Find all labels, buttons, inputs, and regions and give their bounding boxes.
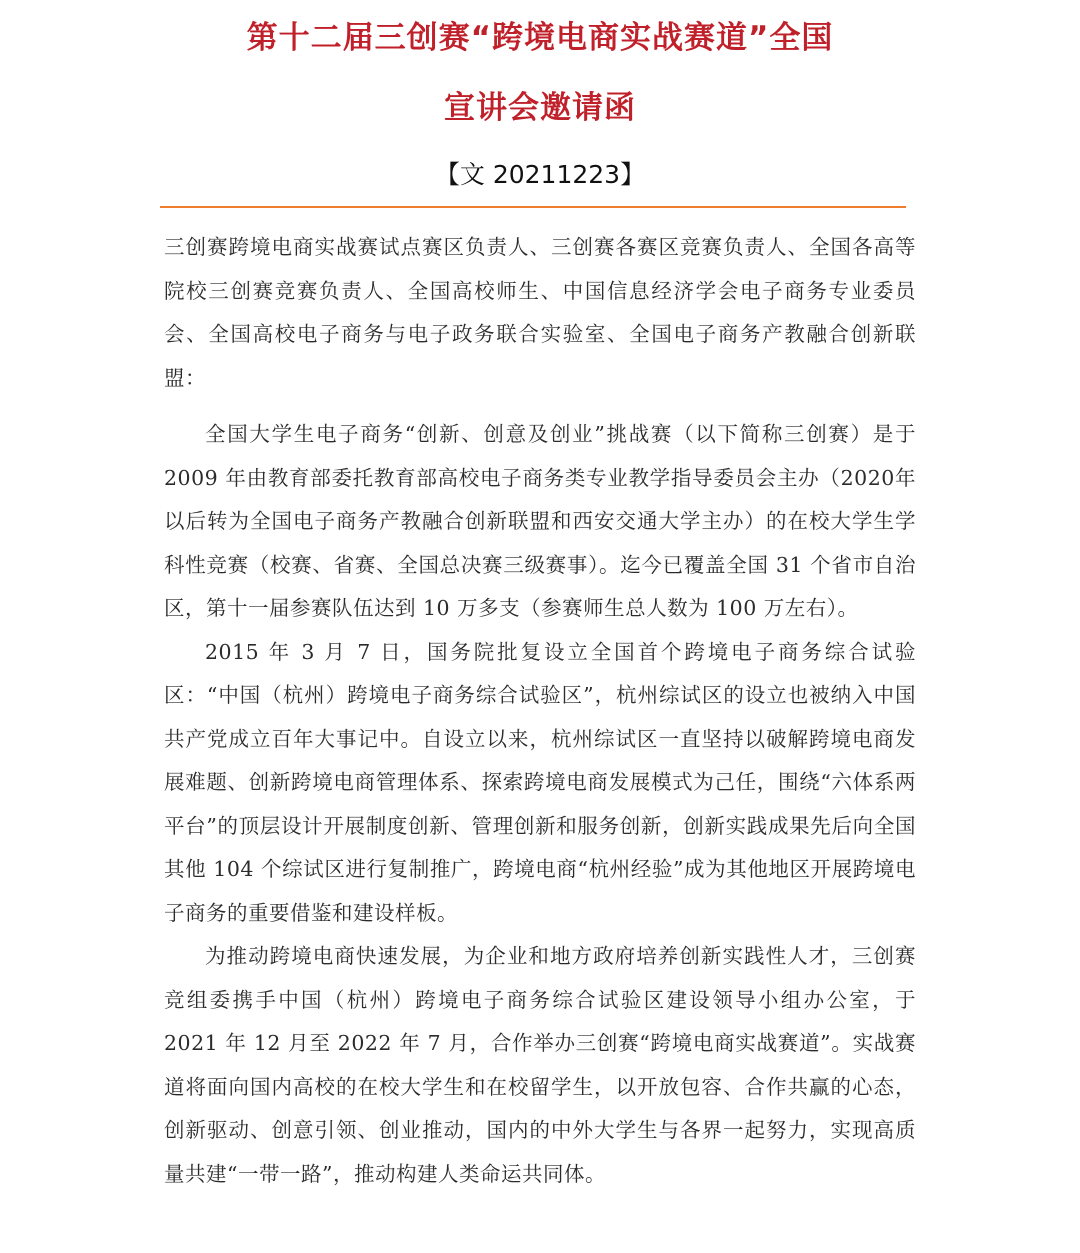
letter-body <box>164 226 916 1196</box>
body-paragraph-2: 2015 年 3 月 7 日，国务院批复设立全国首个跨境电子商务综合试验区：“中国（杭州）跨境电子商务综合试验区”，杭州综试区的设立也被纳入中国共产党成立百年大事记中。自设立以来，杭州综试区一直坚持以破解跨境电商发展难题、创新跨境电商管理体系、探索跨境电商发展模式为己任，围绕“六体系两平台”的顶层设计开展制度创新、管理创新和服务创新，创新实践成果先后向全国其他 104 个综试区进行复制推广，跨境电商“杭州经验”成为其他地区开展跨境电子商务的重要借鉴和建设样板。 <box>164 639 916 925</box>
document-number: 【文 20211223】 <box>434 160 646 189</box>
salutation-paragraph: 三创赛跨境电商实战赛试点赛区负责人、三创赛各赛区竞赛负责人、全国各高等院校三创赛竞赛负责人、全国高校师生、中国信息经济学会电子商务专业委员会、全国高校电子商务与电子政务联合实验室、全国电子商务产教融合创新联盟： <box>164 235 916 390</box>
body-paragraph-1: 全国大学生电子商务“创新、创意及创业”挑战赛（以下简称三创赛）是于 2009 年由教育部委托教育部高校电子商务类专业教学指导委员会主办（2020年以后转为全国电子商务产教融合创新联盟和西安交通大学主办）的在校大学生学科性竞赛（校赛、省赛、全国总决赛三级赛事）。迄今已覆盖全国 31 个省市自治区，第十一届参赛队伍达到 10 万多支（参赛师生总人数为 100 万左右）。 <box>164 422 916 620</box>
title-line-1: 第十二届三创赛“跨境电商实战赛道”全国 <box>246 20 834 56</box>
title-divider <box>160 206 906 208</box>
title-line-2: 宣讲会邀请函 <box>444 90 636 126</box>
body-paragraph-3: 为推动跨境电商快速发展，为企业和地方政府培养创新实践性人才，三创赛竞组委携手中国（杭州）跨境电子商务综合试验区建设领导小组办公室，于 2021 年 12 月至 2022 年 7 月，合作举办三创赛“跨境电商实战赛道”。实战赛道将面向国内高校的在校大学生和在校留学生，以开放包容、合作共赢的心态，创新驱动、创意引领、创业推动，国内的中外大学生与各界一起努力，实现高质量共建“一带一路”，推动构建人类命运共同体。 <box>164 944 916 1186</box>
